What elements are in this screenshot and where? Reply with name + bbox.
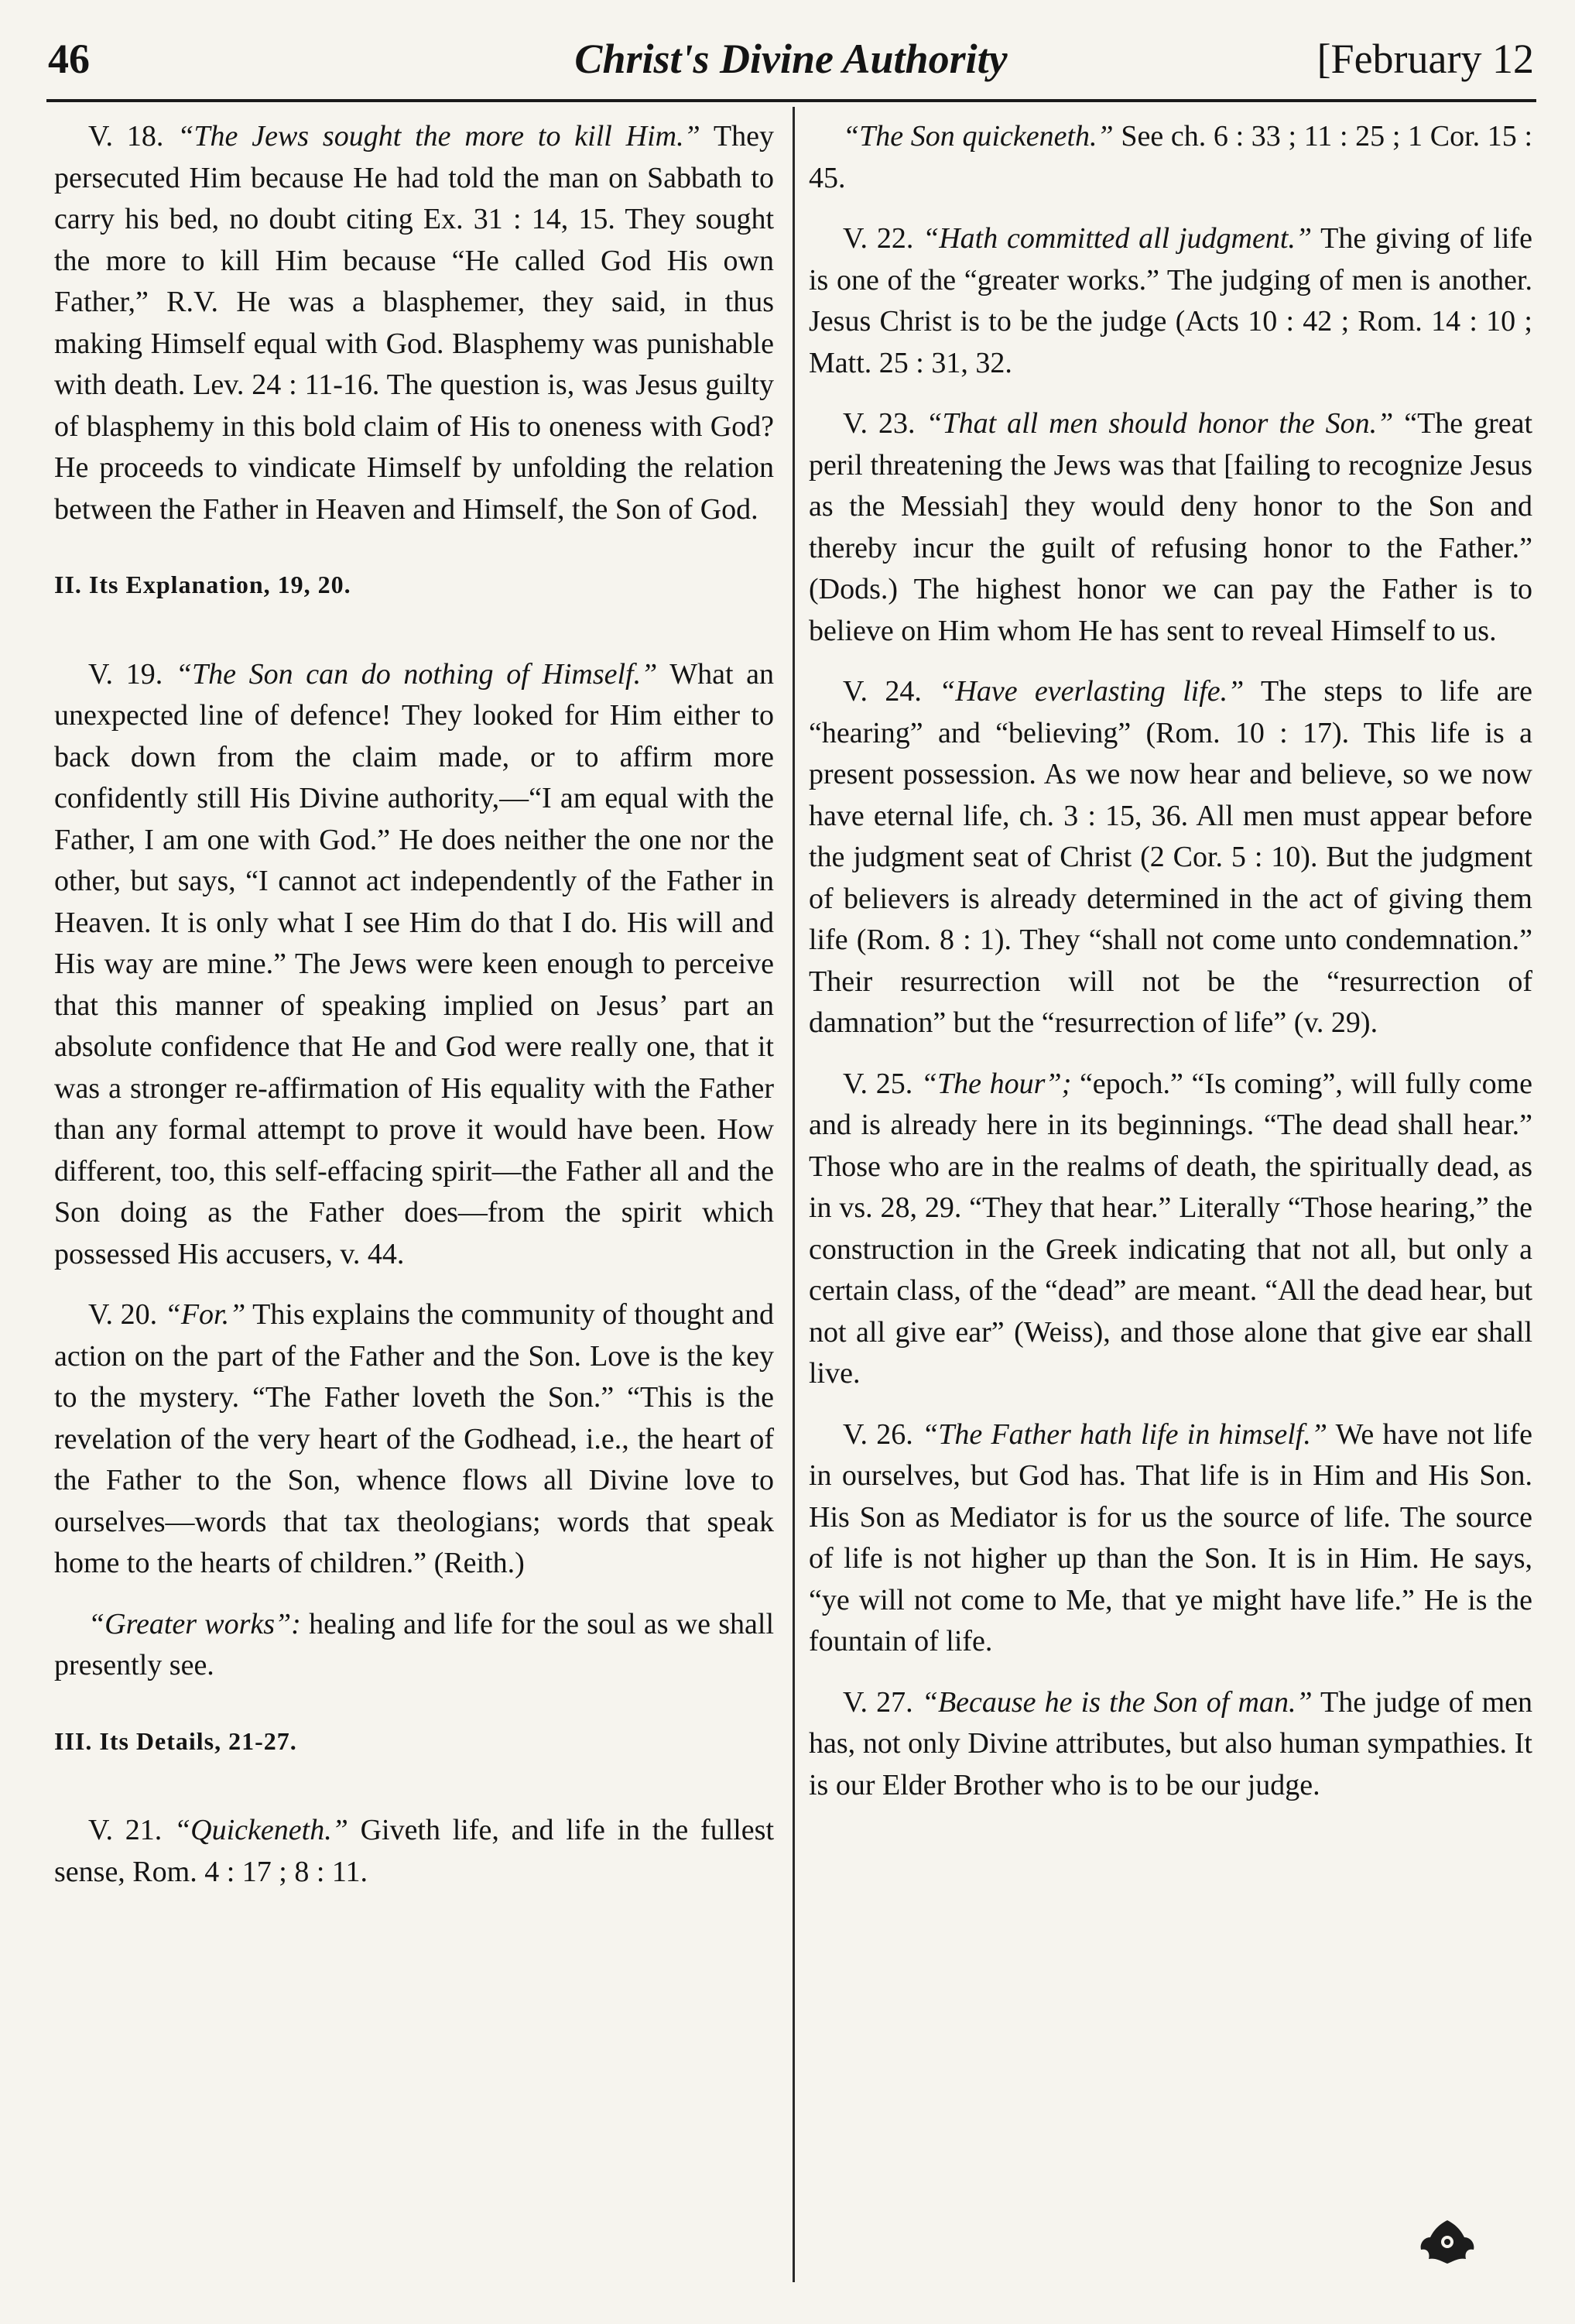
verse-number: V. 26.: [843, 1417, 913, 1451]
verse-commentary: See ch. 6 : 33 ; 11 : 25 ; 1 Cor. 15 : 45.: [809, 120, 1533, 194]
verse-quote: “That all men should honor the Son.”: [926, 407, 1394, 440]
verse-number: V. 19.: [88, 657, 163, 691]
verse-commentary: They persecuted Him because He had told the man on Sabbath to carry his bed, no doubt citing Ex. 31 : 14, 15. They sought the more to kill Him because “He called God His own Father,” R.V. He was a blasphemer, they said, in thus making Himself equal with God. Blasphemy was punishable with death. Lev. 24 : 11-16. The question is, was Jesus guilty of blasphemy in this bold claim of His to oneness with God? He proceeds to vindicate Himself by unfolding the relation between the Father in Heaven and Himself, the Son of God.: [54, 120, 774, 526]
verse-commentary: The giving of life is one of the “greater works.” The judging of men is another. Jesus Christ is to be the judge (Acts 10 : 42 ; Rom. 14 : 10 ; Matt. 25 : 31, 32.: [809, 222, 1532, 379]
verse-19-paragraph: [54, 654, 774, 1276]
verse-number: V. 20.: [88, 1298, 158, 1331]
verse-quote: “Have everlasting life.”: [939, 675, 1245, 708]
verse-25-paragraph: [809, 1064, 1532, 1395]
verse-quote: “The Father hath life in himself.”: [922, 1417, 1328, 1451]
column-divider: [793, 107, 795, 2282]
verse-number: V. 23.: [843, 407, 916, 440]
verse-24-paragraph: [809, 671, 1532, 1044]
page-header: [48, 28, 1534, 90]
verse-number: V. 25.: [843, 1067, 913, 1100]
right-column: [809, 116, 1532, 1825]
verse-quote: “The Jews sought the more to kill Him.”: [177, 120, 700, 153]
verse-commentary: The steps to life are “hearing” and “believing” (Rom. 10 : 17). This life is a present possession. As we now hear and believe, so we now have eternal life, ch. 3 : 15, 36. All men must appear before the judgment seat of Christ (2 Cor. 5 : 10). But the judgment of believers is already determined in the act of giving them life (Rom. 8 : 1). They “shall not come unto condemnation.” Their resurrection will not be the “resurrection of damnation” but the “resurrection of life” (v. 29).: [809, 675, 1532, 1039]
verse-commentary: Giveth life, and life in the fullest sense, Rom. 4 : 17 ; 8 : 11.: [54, 1814, 775, 1888]
section-heading: III. Its Details, 21-27.: [54, 1726, 297, 1755]
left-column: [54, 116, 774, 1912]
verse-quote: “For.”: [164, 1298, 246, 1331]
page-number: 46: [48, 36, 90, 82]
verse-quote: “Quickeneth.”: [174, 1814, 348, 1846]
verse-commentary: We have not life in ourselves, but God has. That life is in Him and His Son. His Son as Mediator is for us the source of life. The source of life is not higher up than the Son. It is in Him. He says, “ye will not come to Me, that ye might have life.” He is the fountain of life.: [809, 1417, 1532, 1657]
verse-commentary: What an unexpected line of defence! They looked for Him either to back down from the claim made, or to affirm more confidently still His Divine authority,—“I am equal with the Father, I am one with God.” He does neither the one nor the other, but says, “I cannot act independently of the Father in Heaven. It is only what I see Him do that I do. His will and His way are mine.” The Jews were keen enough to perceive that this manner of speaking implied on Jesus’ part an absolute confidence that He and God were really one, that it was a stronger re-affirmation of His equality with the Father than any formal attempt to prove it would have been. How different, too, this self-effacing spirit—the Father all and the Son doing as the Father does—from the spirit which possessed His accusers, v. 44.: [54, 657, 775, 1270]
verse-number: V. 24.: [843, 675, 922, 708]
verse-commentary: The judge of men has, not only Divine attributes, but also human sympathies. It is our Elder Brother who is to be our judge.: [809, 1685, 1532, 1801]
verse-20-paragraph: [54, 1294, 774, 1585]
verse-21-continued: [809, 116, 1532, 199]
verse-26-paragraph: [809, 1414, 1532, 1663]
verse-number: V. 27.: [843, 1685, 913, 1719]
page-date: [February 12: [1316, 36, 1534, 82]
verse-number: V. 22.: [843, 222, 914, 255]
verse-quote: “Greater works”:: [88, 1607, 301, 1640]
verse-23-paragraph: [809, 403, 1532, 652]
verse-18-paragraph: [54, 116, 774, 530]
verse-quote: “The hour”;: [920, 1067, 1072, 1100]
verse-27-paragraph: [809, 1682, 1532, 1807]
verse-number: V. 21.: [88, 1814, 163, 1846]
verse-number: V. 18.: [88, 120, 164, 153]
verse-quote: “The Son quickeneth.”: [843, 120, 1114, 153]
section-heading: II. Its Explanation, 19, 20.: [54, 571, 351, 598]
verse-22-paragraph: [809, 218, 1532, 384]
verse-quote: “Because he is the Son of man.”: [921, 1685, 1313, 1719]
verse-commentary: “The great peril threatening the Jews was that [failing to recognize Jesus as the Messiah] they would deny honor to the Son and thereby incur the guilt of refusing honor to the Father.” (Dods.) The highest honor we can pay the Father is to believe on Him whom He has sent to reveal Himself to us.: [809, 407, 1533, 647]
verse-commentary: “epoch.” “Is coming”, will fully come and is already here in its beginnings. “The dead shall hear.” Those who are in the realms of death, the spiritually dead, as in vs. 28, 29. “They that hear.” Literally “Those hearing,” the construction in the Greek indicating that not all, but only a certain class, of the “dead” are meant. “All the dead hear, but not all give ear” (Weiss), and those alone that give ear shall live.: [809, 1067, 1533, 1390]
verse-quote: “The Son can do nothing of Himself.”: [175, 657, 658, 691]
verse-commentary: This explains the community of thought and action on the part of the Father and the Son. Love is the key to the mystery. “The Father loveth the Son.” “This is the revelation of the very heart of the Godhead, i.e., the heart of the Father to the Son, whence flows all Divine love to ourselves—words that tax theologians; words that speak home to the hearts of children.” (Reith.): [54, 1298, 774, 1579]
printer-ornament-icon: [1416, 2214, 1478, 2268]
greater-works-paragraph: [54, 1604, 774, 1687]
header-rule: [46, 99, 1536, 102]
verse-quote: “Hath committed all judgment.”: [923, 222, 1313, 255]
verse-21-paragraph: [54, 1810, 774, 1893]
verse-commentary: healing and life for the soul as we shall presently see.: [54, 1607, 775, 1681]
running-title: Christ's Divine Authority: [574, 36, 1008, 82]
